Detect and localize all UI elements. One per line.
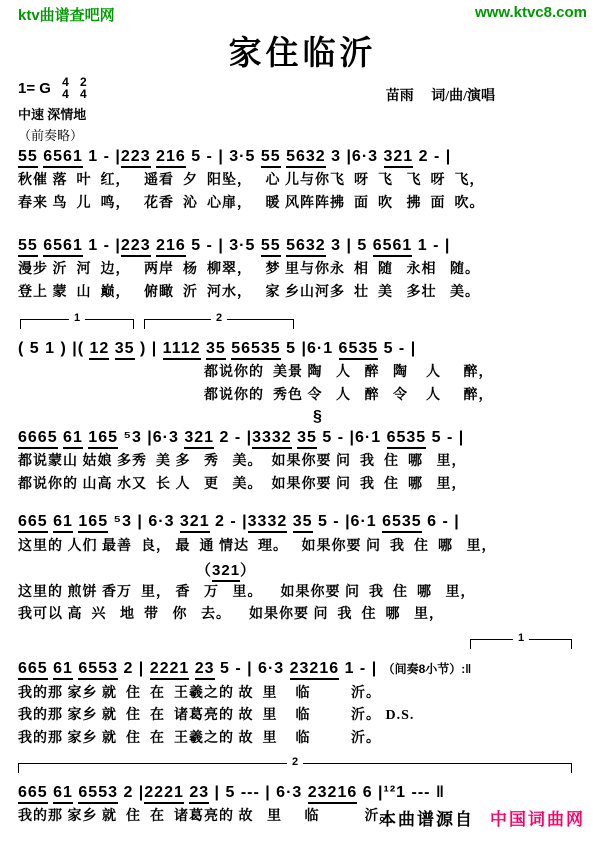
volta-label: 1 (513, 632, 529, 645)
lyrics-line: 漫步 沂 河 边， 两岸 杨 柳翠， 梦 里与你永 相 随 永相 随。 (18, 261, 480, 277)
notation-line-1: 55 6561 1 - |223 216 5 - | 3·5 55 5632 3 |6·3 321 2 - | (18, 145, 587, 168)
song-title: 家住临沂 (228, 34, 377, 71)
tempo-marking: 中速 深情地 (18, 106, 87, 122)
volta-row (18, 632, 587, 653)
time-signature-44 (62, 76, 69, 100)
volta-bracket-1 (470, 632, 572, 649)
key-signature (18, 74, 587, 101)
lyrics-line: 我的那 家乡 就 住 在 王羲之的 故 里 临 沂。 (18, 731, 381, 747)
notation-line-2: 55 6561 1 - |223 216 5 - | 3·5 55 5632 3 | 5 6561 1 - | (18, 234, 587, 257)
music-system-5 (18, 510, 587, 625)
time-signature-24 (80, 76, 87, 100)
lyrics-line: 我可以 高 兴 地 带 你 去。 如果你要 问 我 住 哪 里， (18, 607, 444, 623)
lyrics-line: 都说蒙山 姑娘 多秀 美 多 秀 美。 如果你要 问 我 住 哪 里， (18, 453, 467, 469)
notation-line-4: 6665 61 165 ⁵3 |6·3 321 2 - |3332 35 5 - |6·1 6535 5 - | (18, 426, 587, 449)
interlude-note: （间奏8小节）:‖ (382, 662, 472, 677)
segno-icon: § (313, 407, 322, 425)
volta-label: 2 (211, 312, 227, 325)
lyrics-line: 我的那 家乡 就 住 在 王羲之的 故 里 临 沂。 (18, 685, 381, 701)
music-system-6 (18, 632, 587, 749)
lyrics-line: 这里的 人们 最善 良， 最 通 情达 理。 如果你要 问 我 住 哪 里， (18, 538, 497, 554)
lyrics-line: 我的那 家乡 就 住 在 诸葛亮的 故 里 临 沂。 D.S. (18, 708, 415, 724)
notation-segment: 665 61 6553 2 | 2221 23 5 - | 6·3 23216 1 - | (18, 660, 383, 680)
volta-bracket-2 (18, 756, 572, 773)
lyrics-line: 登上 蒙 山 巅， 俯瞰 沂 河水， 家 乡山河多 壮 美 多壮 美。 (18, 284, 480, 300)
segno-row (18, 408, 587, 426)
notation-line-3: ( 5 1 ) |( 12 35 ) | 1112 35 56535 5 |6·1 6535 5 - | (18, 337, 587, 360)
music-system-4 (18, 426, 587, 495)
lyrics-line: 都说你的 山高 水又 长 人 更 美。 如果你要 问 我 住 哪 里， (18, 476, 467, 492)
lyrics-line: 春来 鸟 儿 鸣， 花香 沁 心扉， 暖 风阵阵拂 面 吹 拂 面 吹。 (18, 195, 485, 211)
volta-label: 2 (287, 756, 303, 769)
source-prefix: 本曲谱源自 (379, 810, 474, 829)
song-meta (18, 74, 587, 143)
notation-line-5: 665 61 165 ⁵3 | 6·3 321 2 - |3332 35 5 - |6·1 6535 6 - | (18, 510, 587, 533)
lyrics-line: 这里的 煎饼 香万 里， 香 万 里。 如果你要 问 我 住 哪 里， (18, 584, 476, 600)
volta-bracket-1 (20, 311, 134, 329)
lyrics-line: 我的那 家乡 就 住 在 诸葛亮的 故 里 临 沂。 (18, 809, 395, 825)
ts-denominator: 4 (62, 86, 69, 101)
prelude-note: （前奏略） (18, 127, 84, 143)
credit-line: 苗雨 词/曲/演唱 (385, 88, 495, 104)
volta-bracket-2 (144, 311, 294, 329)
music-system-3 (18, 311, 587, 406)
notation-line-6 (18, 657, 587, 680)
source-site-link[interactable]: 中国词曲网 (490, 810, 585, 829)
volta-label: 1 (69, 312, 85, 325)
ts-numerator: 4 (62, 74, 69, 89)
volta-row (18, 756, 587, 777)
lyrics-line: 都说你的 美景 陶 人 醉 陶 人 醉， (204, 364, 494, 380)
ts-denominator: 4 (79, 86, 87, 101)
site-url-link[interactable]: www.ktvc8.com (475, 4, 587, 21)
ts-numerator: 2 (79, 74, 87, 89)
lyrics-line: 都说你的 秀色 令 人 醉 令 人 醉， (204, 387, 494, 403)
music-system-1 (18, 145, 587, 214)
insert-phrase-notation: （321） (196, 559, 587, 580)
notation-line-7: 665 61 6553 2 |2221 23 | 5 --- | 6·3 23216 6 |¹²1 --- ‖ (18, 781, 587, 804)
site-header (18, 4, 587, 25)
music-system-2 (18, 234, 587, 303)
volta-row (18, 311, 587, 333)
site-name-link[interactable]: ktv曲谱查吧网 (18, 7, 115, 24)
key-label: 1= G (18, 79, 51, 97)
source-attribution (379, 805, 585, 830)
lyrics-line: 秋催 落 叶 红， 遥看 夕 阳坠， 心 儿与你飞 呀 飞 飞 呀 飞， (18, 172, 485, 188)
